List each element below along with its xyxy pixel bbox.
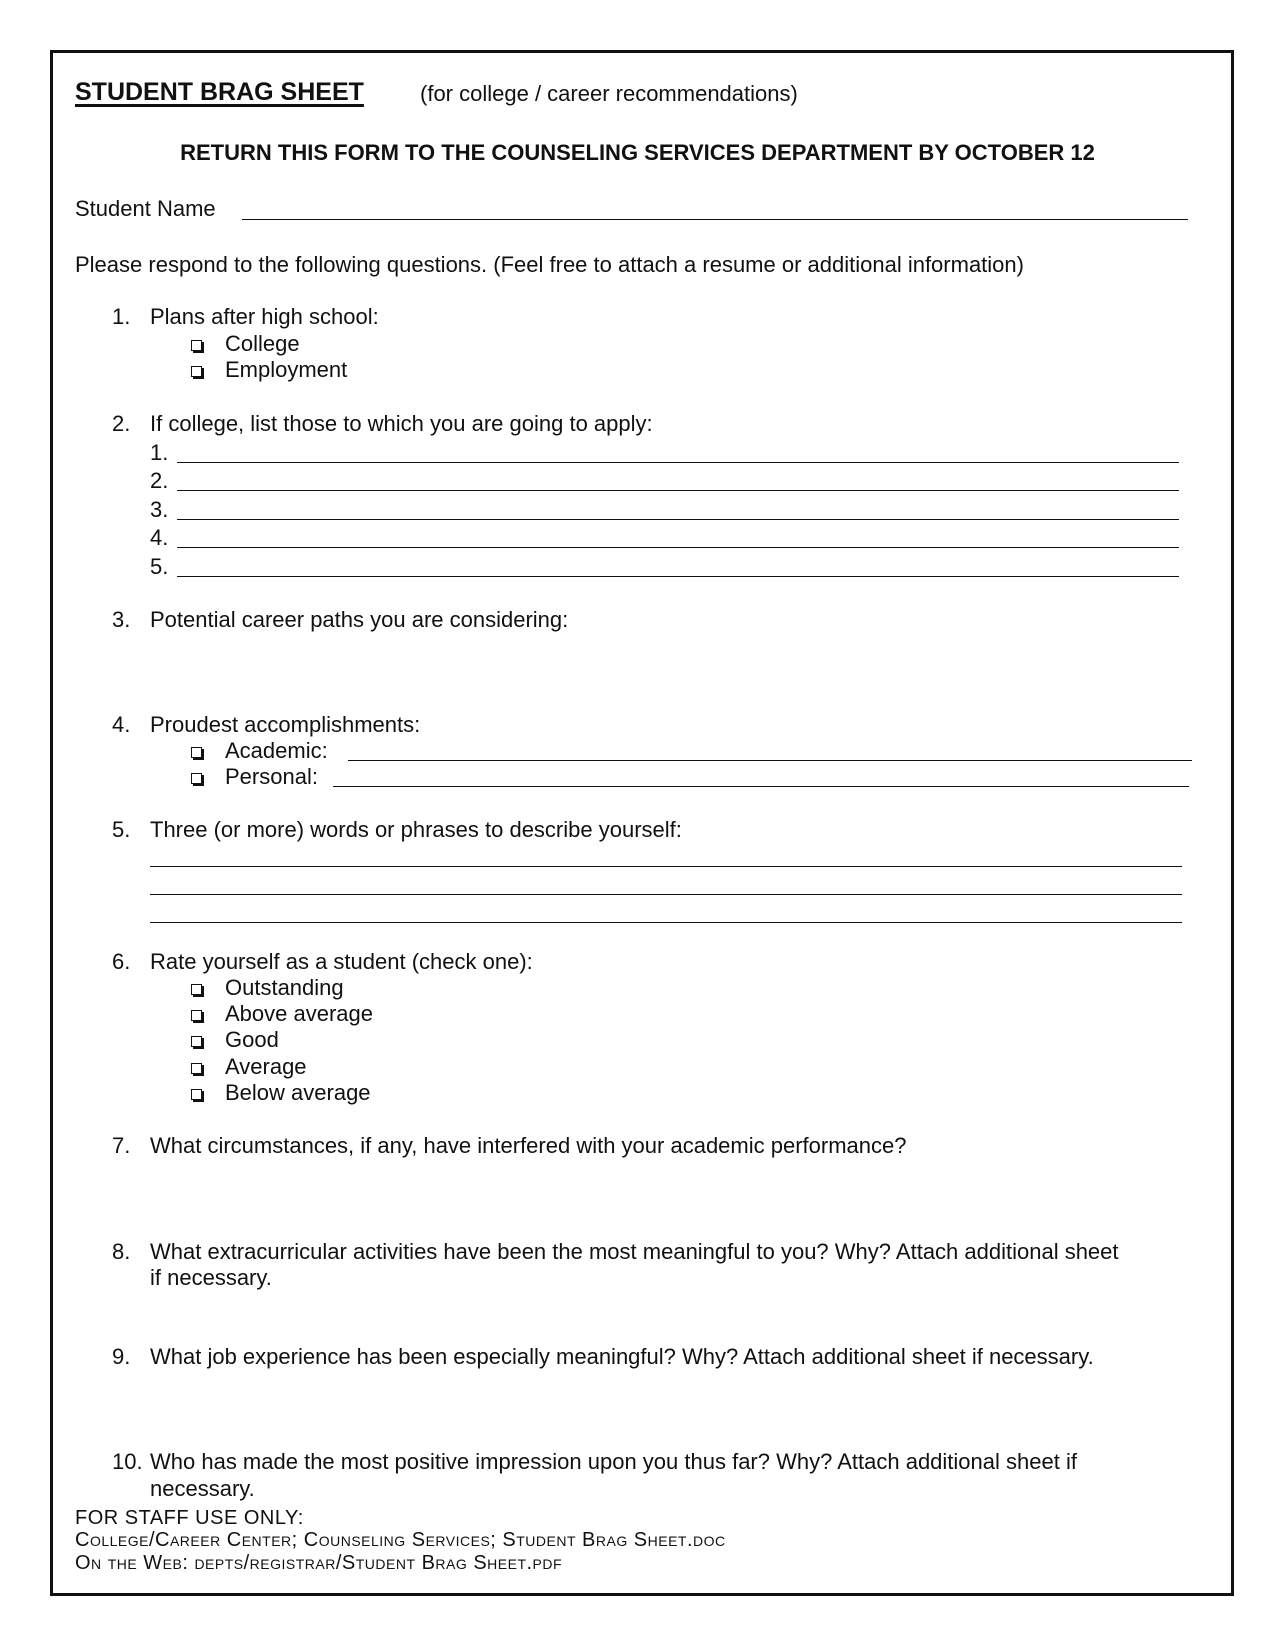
return-notice: RETURN THIS FORM TO THE COUNSELING SERVICES DEPARTMENT BY OCTOBER 12 — [180, 140, 1095, 165]
q6-text: Rate yourself as a student (check one): — [150, 949, 533, 974]
college-field-3[interactable] — [177, 519, 1179, 520]
q3-text: Potential career paths you are considering: — [150, 607, 569, 632]
college-item-number: 4. — [150, 525, 169, 550]
q1-text: Plans after high school: — [150, 304, 379, 329]
student-name-label: Student Name — [75, 196, 216, 221]
q6-number: 6. — [112, 949, 131, 974]
college-item-number: 5. — [150, 554, 169, 579]
checkbox-average[interactable] — [191, 1063, 202, 1074]
form-subtitle: (for college / career recommendations) — [420, 81, 798, 106]
checkbox-college[interactable] — [191, 340, 202, 351]
personal-field[interactable] — [333, 786, 1189, 787]
q8-text: What extracurricular activities have been the most meaningful to you? Why? Attach additional sheet — [150, 1239, 1119, 1264]
option-average: Average — [225, 1054, 307, 1079]
q8-text-cont: if necessary. — [150, 1265, 272, 1290]
q4-text: Proudest accomplishments: — [150, 712, 421, 737]
web-path: On the Web: depts/registrar/Student Brag Sheet.pdf — [75, 1552, 563, 1574]
option-below-average: Below average — [225, 1080, 371, 1105]
q9-text: What job experience has been especially meaningful? Why? Attach additional sheet if necessary. — [150, 1344, 1094, 1369]
q2-number: 2. — [112, 411, 131, 436]
intro-text: Please respond to the following questions. (Feel free to attach a resume or additional information) — [75, 252, 1024, 277]
q8-number: 8. — [112, 1239, 131, 1264]
q5-text: Three (or more) words or phrases to describe yourself: — [150, 817, 682, 842]
document-path: College/Career Center; Counseling Services; Student Brag Sheet.doc — [75, 1529, 726, 1551]
college-item-number: 2. — [150, 468, 169, 493]
q7-number: 7. — [112, 1133, 131, 1158]
checkbox-above-average[interactable] — [191, 1010, 202, 1021]
option-above-average: Above average — [225, 1001, 373, 1026]
option-good: Good — [225, 1027, 279, 1052]
q1-number: 1. — [112, 304, 131, 329]
student-name-field[interactable] — [242, 219, 1188, 220]
q5-number: 5. — [112, 817, 131, 842]
q7-text: What circumstances, if any, have interfered with your academic performance? — [150, 1133, 907, 1158]
q10-text: Who has made the most positive impression upon you thus far? Why? Attach additional sheet if — [150, 1449, 1077, 1474]
q10-text-cont: necessary. — [150, 1476, 255, 1501]
q4-number: 4. — [112, 712, 131, 737]
describe-field-1[interactable] — [150, 866, 1182, 867]
college-item-number: 1. — [150, 440, 169, 465]
checkbox-employment[interactable] — [191, 366, 202, 377]
q2-text: If college, list those to which you are going to apply: — [150, 411, 653, 436]
checkbox-outstanding[interactable] — [191, 984, 202, 995]
q3-number: 3. — [112, 607, 131, 632]
college-field-1[interactable] — [177, 462, 1179, 463]
checkbox-good[interactable] — [191, 1036, 202, 1047]
option-employment: Employment — [225, 357, 348, 382]
option-college: College — [225, 331, 300, 356]
option-personal: Personal: — [225, 764, 318, 789]
q9-number: 9. — [112, 1344, 131, 1369]
college-item-number: 3. — [150, 497, 169, 522]
staff-use-label: FOR STAFF USE ONLY: — [75, 1507, 304, 1529]
option-academic: Academic: — [225, 738, 328, 763]
academic-field[interactable] — [348, 760, 1192, 761]
describe-field-3[interactable] — [150, 922, 1182, 923]
college-field-5[interactable] — [177, 576, 1179, 577]
college-field-4[interactable] — [177, 547, 1179, 548]
checkbox-personal[interactable] — [191, 773, 202, 784]
option-outstanding: Outstanding — [225, 975, 344, 1000]
college-field-2[interactable] — [177, 490, 1179, 491]
checkbox-academic[interactable] — [191, 747, 202, 758]
checkbox-below-average[interactable] — [191, 1089, 202, 1100]
form-title: STUDENT BRAG SHEET — [75, 78, 364, 106]
q10-number: 10. — [112, 1449, 143, 1474]
describe-field-2[interactable] — [150, 894, 1182, 895]
